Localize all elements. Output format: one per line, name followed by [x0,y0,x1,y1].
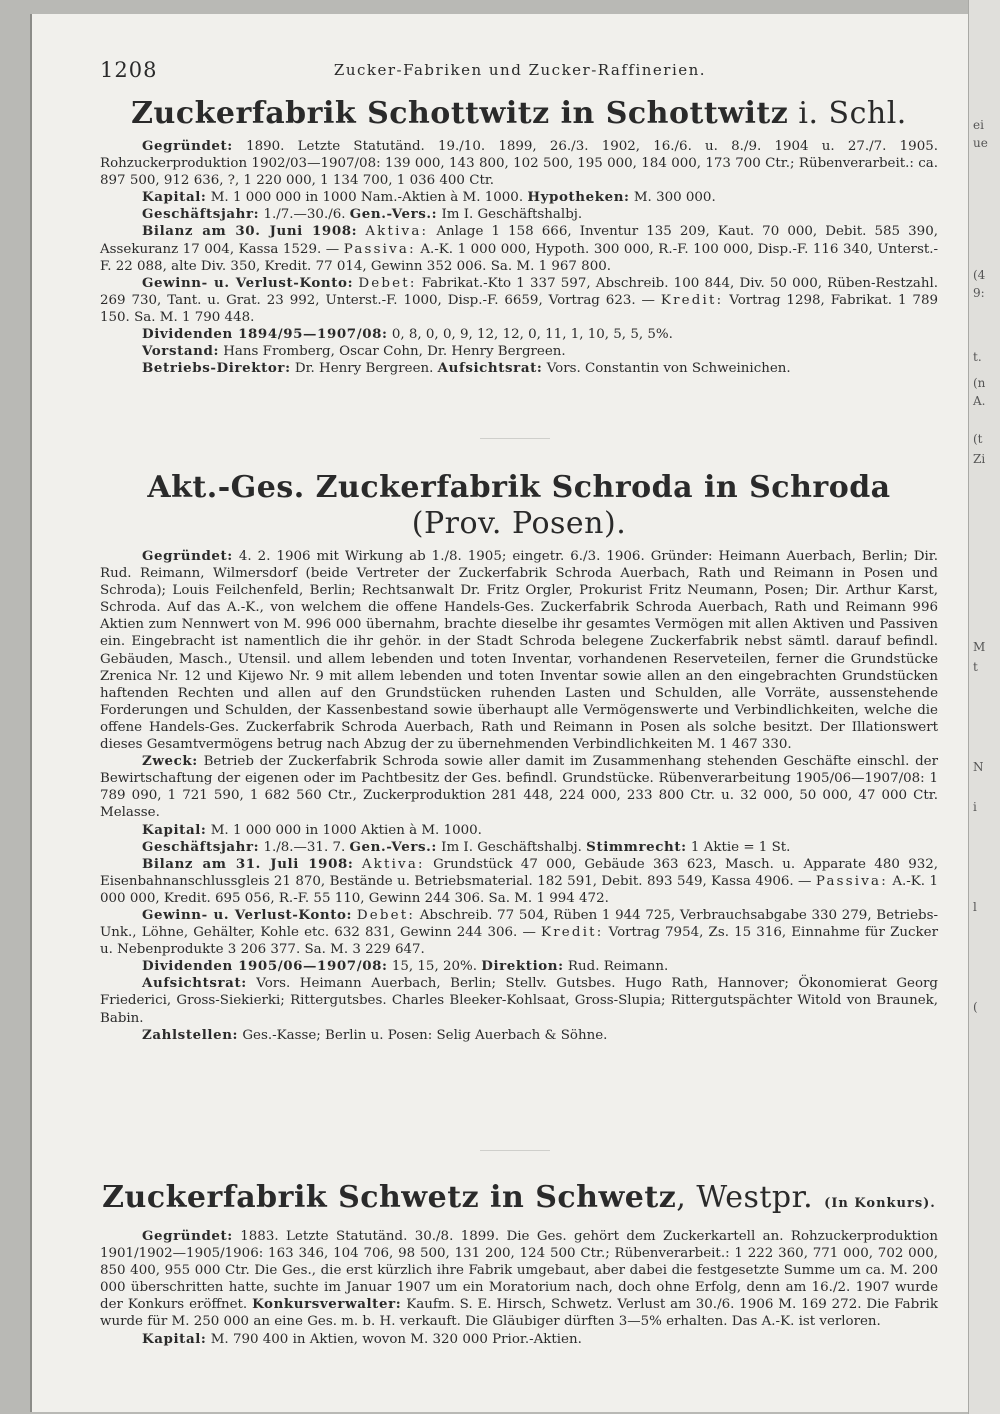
entry-title-location: i. Schl. [788,96,907,131]
entry-paragraph: Kapital: M. 1 000 000 in 1000 Aktien à M. 1000. [142,821,482,838]
margin-fragment: (t [973,432,983,446]
running-title: Zucker-Fabriken und Zucker-Raffinerien. [333,61,707,79]
account-side-label: Debet: [358,275,417,291]
field-label: Hypotheken: [527,189,630,206]
field-label: Bilanz am 31. Juli 1908: [142,855,354,872]
entry-title-main: Zuckerfabrik Schottwitz in Schottwitz [131,96,789,131]
entry-paragraph: Kapital: M. 1 000 000 in 1000 Nam.-Aktien à M. 1000. Hypotheken: M. 300 000. [142,189,716,206]
entry-paragraph: Geschäftsjahr: 1./8.—31. 7. Gen.-Vers.: Im I. Geschäftshalbj. Stimmrecht: 1 Aktie = 1 St. [142,838,791,855]
running-header [100,58,940,82]
field-label: Gen.-Vers.: [349,838,437,855]
margin-fragment: l [973,900,977,914]
account-side-label: Passiva: [815,873,888,889]
field-label: Zweck: [142,753,198,770]
margin-fragment: ( [973,1000,978,1014]
field-label: Betriebs-Direktor: [142,360,291,377]
entry-title [100,1180,938,1222]
margin-fragment: Zi [973,452,986,466]
entry-paragraph: Dividenden 1905/06—1907/08: 15, 15, 20%. Direktion: Rud. Reimann. [142,958,669,975]
account-side-label: Passiva: [343,241,416,257]
margin-fragment: ei [973,118,984,132]
account-side-label: Kredit: [541,925,604,941]
entry-paragraph: Vorstand: Hans Fromberg, Oscar Cohn, Dr. Henry Bergreen. [142,343,566,360]
margin-fragment: 9: [973,286,985,300]
entry-paragraph: Aufsichtsrat: Vors. Heimann Auerbach, Berlin; Stellv. Gutsbes. Hugo Rath, Hannover; Ökonomierat Georg Friederici, Gross-Siekierki; Rittergutsbes. Charles Bleeker-Kohlsaat, Gross-Slupia; Rittergutspächter Witold von Braunek, Babin. [100,975,938,1026]
field-label: Aufsichtsrat: [142,975,247,992]
page-number: 1208 [100,58,158,82]
margin-fragment: N [973,760,984,774]
field-label: Gen.-Vers.: [349,206,438,223]
company-entry-schottwitz [100,96,938,377]
entry-paragraph: Gegründet: 1883. Letzte Statutänd. 30./8. 1899. Die Ges. gehört dem Zuckerkartell an. Rohzuckerproduktion 1901/1902—1905/1906: 163 346, 104 706, 98 500, 131 200, 124 500 Ctr.; Rübenverarbeit.: 1 222 360, 771 000, 702 000, 850 400, 955 000 Ctr. Die Ges., die erst kürzlich ihre Fabrik umgebaut, aber dabei die festgesetzte Summe um ca. M. 200 000 überschritten hatte, suchte im Januar 1907 um ein Moratorium nach, doch ohne Erfolg, denn am 16./2. 1907 wurde der Konkurs eröffnet. Konkursverwalter: Kaufm. S. E. Hirsch, Schwetz. Verlust am 30./6. 1906 M. 169 272. Die Fabrik wurde für M. 250 000 an eine Ges. m. b. H. verkauft. Die Gläubiger dürften 3—5% erhalten. Das A.-K. ist verloren. [100,1228,938,1330]
entry-paragraph: Zahlstellen: Ges.-Kasse; Berlin u. Posen: Selig Auerbach & Söhne. [142,1026,608,1043]
entry-title-location: (Prov. Posen). [411,506,627,541]
adjacent-page-margin [968,0,1000,1414]
field-label: Gegründet: [142,1228,233,1244]
field-label: Kapital: [142,189,207,206]
account-side-label: Kredit: [660,292,724,308]
entry-paragraph: Gegründet: 1890. Letzte Statutänd. 19./10. 1899, 26./3. 1902, 16./6. u. 8./9. 1904 u. 27./7. 1905. Rohzuckerproduktion 1902/03—1907/08: 139 000, 143 800, 102 500, 195 000, 184 000, 173 700 Ctr.; Rübenverarbeit.: ca. 897 500, 912 636, ?, 1 220 000, 1 134 700, 1 036 400 Ctr. [100,138,938,189]
entry-paragraph: Bilanz am 31. Juli 1908: Aktiva: Grundstück 47 000, Gebäude 363 623, Masch. u. Apparate 480 932, Eisenbahnanschlussgleis 21 870, Bestände u. Betriebsmaterial. 182 591, Debit. 893 549, Kassa 4906. — Passiva: A.-K. 1 000 000, Kredit. 695 056, R.-F. 55 110, Gewinn 244 306. Sa. M. 1 994 472. [100,855,939,906]
field-label: Konkursverwalter: [252,1296,402,1313]
field-label: Kapital: [142,1330,207,1347]
entry-paragraph: Gegründet: 4. 2. 1906 mit Wirkung ab 1./8. 1905; eingetr. 6./3. 1906. Gründer: Heimann Auerbach, Berlin; Dir. Rud. Reimann, Wilmersdorf (beide Vertreter der Zuckerfabrik Schroda Auerbach, Rath und Reimann in Posen und Schroda); Louis Feilchenfeld, Berlin; Rechtsanwalt Dr. Fritz Orgler, Prokurist Fritz Neumann, Posen; Dir. Arthur Karst, Schroda. Auf das A.-K., von welchem die offene Handels-Ges. Zuckerfabrik Schroda Auerbach, Rath und Reimann 996 Aktien zum Nennwert von M. 996 000 übernahm, brachte dieselbe ihr gesamtes Vermögen mit allen Aktiven und Passiven ein. Eingebracht ist namentlich die ihr gehör. in der Stadt Schroda belegene Zuckerfabrik nebst sämtl. darauf befindl. Gebäuden, Masch., Utensil. und allem lebenden und toten Inventar, vorhandenen Reserveteilen, ferner die Grundstücke Zrenica Nr. 12 und Kijewo Nr. 9 mit allem lebenden und toten Inventar sowie allen an den eingebrachten Grundstücken haftenden Rechten und allen auf den Grundstücken ruhenden Lasten und Schulden, alle Vorräte, aussenstehende Forderungen und Schulden, der Kassenbestand sowie überhaupt alle Vermögenswerte und Verbindlichkeiten, welche die offene Handels-Ges. Zuckerfabrik Schroda Auerbach, Rath und Reimann in Posen als solche besitzt. Der Illationswert dieses Gesamtvermögens betrug nach Abzug der zu übernehmenden Verbindlichkeiten M. 1 467 330. [100,548,938,753]
field-label: Geschäftsjahr: [142,206,260,223]
entry-title-main: Akt.-Ges. Zuckerfabrik Schroda in Schroda [147,470,891,505]
field-label: Gewinn- u. Verlust-Konto: [142,906,353,923]
field-label: Gegründet: [142,548,233,564]
section-divider [480,438,550,439]
entry-title-main: Zuckerfabrik Schwetz in Schwetz [102,1180,677,1215]
entry-paragraph: Gewinn- u. Verlust-Konto: Debet: Abschreib. 77 504, Rüben 1 944 725, Verbrauchsabgabe 330 279, Betriebs-Unk., Löhne, Gehälter, Kohle etc. 632 831, Gewinn 244 306. — Kredit: Vortrag 7954, Zs. 15 316, Einnahme für Zucker u. Nebenprodukte 3 206 377. Sa. M. 3 229 647. [100,906,938,958]
margin-fragment: t [973,660,978,674]
entry-paragraph: Gewinn- u. Verlust-Konto: Debet: Fabrikat.-Kto 1 337 597, Abschreib. 100 844, Div. 50 000, Rüben-Restzahl. 269 730, Tant. u. Grat. 23 992, Unterst.-F. 1000, Disp.-F. 6659, Vortrag 623. — Kredit: Vortrag 1298, Fabrikat. 1 789 150. Sa. M. 1 790 448. [100,274,938,325]
field-label: Dividenden 1905/06—1907/08: [142,958,388,975]
entry-title [100,470,938,542]
entry-paragraph: Bilanz am 30. Juni 1908: Aktiva: Anlage 1 158 666, Inventur 135 209, Kaut. 70 000, Debit. 585 390, Assekuranz 17 004, Kassa 1529. — Passiva: A.-K. 1 000 000, Hypoth. 300 000, R.-F. 100 000, Disp.-F. 116 340, Unterst.-F. 22 088, alte Div. 350, Kredit. 77 014, Gewinn 352 006. Sa. M. 1 967 800. [100,223,938,274]
entry-paragraph: Dividenden 1894/95—1907/08: 0, 8, 0, 0, 9, 12, 12, 0, 11, 1, 10, 5, 5, 5%. [142,326,673,343]
field-label: Gewinn- u. Verlust-Konto: [142,274,354,291]
entry-paragraph: Geschäftsjahr: 1./7.—30./6. Gen.-Vers.: Im I. Geschäftshalbj. [142,206,583,223]
margin-fragment: (n [973,376,986,390]
field-label: Bilanz am 30. Juni 1908: [142,223,358,240]
konkurs-badge: (In Konkurs). [824,1196,936,1211]
field-label: Aufsichtsrat: [437,360,543,377]
field-label: Gegründet: [142,138,233,154]
field-label: Direktion: [481,958,564,975]
entry-paragraph: Zweck: Betrieb der Zuckerfabrik Schroda sowie aller damit im Zusammenhang stehenden Geschäfte einschl. der Bewirtschaftung der eigenen oder im Pachtbesitz der Ges. befindl. Grundstücke. Rübenverarbeitung 1905/06—1907/08: 1 789 090, 1 721 590, 1 682 560 Ctr., Zuckerproduktion 281 448, 224 000, 233 800 Ctr. u. 32 000, 50 000, 47 000 Ctr. Melasse. [100,753,938,821]
field-label: Vorstand: [142,343,219,360]
margin-fragment: t. [973,350,982,364]
field-label: Geschäftsjahr: [142,838,260,855]
margin-fragment: i [973,800,977,814]
account-side-label: Debet: [356,907,416,923]
margin-fragment: (4 [973,268,986,282]
entry-title [100,96,938,132]
account-side-label: Aktiva: [365,224,429,240]
margin-fragment: ue [973,136,988,150]
account-side-label: Aktiva: [361,856,425,872]
entry-title-location: , Westpr. [676,1180,814,1215]
company-entry-schwetz [100,1180,938,1348]
field-label: Dividenden 1894/95—1907/08: [142,326,388,343]
margin-fragment: M [973,640,986,654]
entry-paragraph: Betriebs-Direktor: Dr. Henry Bergreen. Aufsichtsrat: Vors. Constantin von Schweinichen. [142,360,791,377]
entry-paragraph: Kapital: M. 790 400 in Aktien, wovon M. 320 000 Prior.-Aktien. [142,1330,582,1347]
margin-fragment: A. [973,394,986,408]
field-label: Kapital: [142,821,207,838]
company-entry-schroda [100,470,938,1044]
field-label: Zahlstellen: [142,1026,239,1043]
section-divider [480,1150,550,1151]
field-label: Stimmrecht: [586,838,687,855]
